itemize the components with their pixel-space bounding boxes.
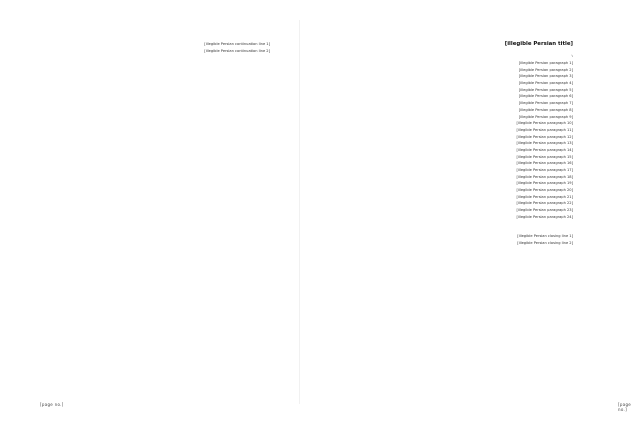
paragraph: [illegible Persian paragraph 13]: [516, 141, 573, 146]
left-page-line: [illegible Persian continuation line 1]: [204, 42, 270, 46]
left-page-line: [illegible Persian continuation line 2]: [204, 48, 270, 53]
left-page-text: [95, 41, 270, 54]
paragraph: [illegible Persian paragraph 5]: [518, 87, 573, 92]
left-page-number: [page no.]: [40, 402, 64, 407]
right-page: [300, 0, 631, 424]
right-page-number: [page no.]: [618, 402, 631, 412]
closing-paragraph: [illegible Persian closing line 1]: [517, 233, 573, 238]
paragraph: [illegible Persian paragraph 19]: [516, 181, 573, 186]
paragraph: [illegible Persian paragraph 9]: [518, 114, 573, 119]
paragraph: [illegible Persian paragraph 16]: [516, 161, 573, 166]
section-mark: ۱: [571, 54, 573, 58]
paragraph: [illegible Persian paragraph 23]: [516, 208, 573, 213]
paragraph: [illegible Persian paragraph 20]: [516, 188, 573, 193]
paragraph: [illegible Persian paragraph 17]: [516, 168, 573, 172]
paragraph: [illegible Persian paragraph 12]: [516, 134, 573, 139]
paragraph: [illegible Persian paragraph 21]: [516, 194, 573, 199]
paragraph: [illegible Persian paragraph 4]: [518, 81, 573, 86]
paragraph: [illegible Persian paragraph 2]: [518, 67, 573, 72]
paragraph: [illegible Persian paragraph 8]: [518, 107, 573, 112]
paragraph: [illegible Persian paragraph 24]: [516, 214, 573, 219]
page-title: [illegible Persian title]: [504, 41, 573, 47]
left-page: [0, 0, 300, 424]
paragraph: [illegible Persian paragraph 10]: [516, 121, 573, 126]
paragraph: [illegible Persian paragraph 6]: [518, 94, 573, 99]
paragraph: [illegible Persian paragraph 14]: [516, 147, 573, 152]
right-page-text: [320, 60, 573, 246]
closing-paragraph: [illegible Persian closing line 2]: [517, 240, 573, 245]
paragraph: [illegible Persian paragraph 15]: [516, 154, 573, 159]
paragraph: [illegible Persian paragraph 22]: [516, 201, 573, 206]
paragraph: [illegible Persian paragraph 1]: [518, 61, 573, 65]
paragraph: [illegible Persian paragraph 18]: [516, 174, 573, 179]
paragraph: [illegible Persian paragraph 11]: [516, 127, 573, 132]
paragraph: [illegible Persian paragraph 3]: [518, 74, 573, 79]
paragraph: [illegible Persian paragraph 7]: [518, 101, 573, 106]
